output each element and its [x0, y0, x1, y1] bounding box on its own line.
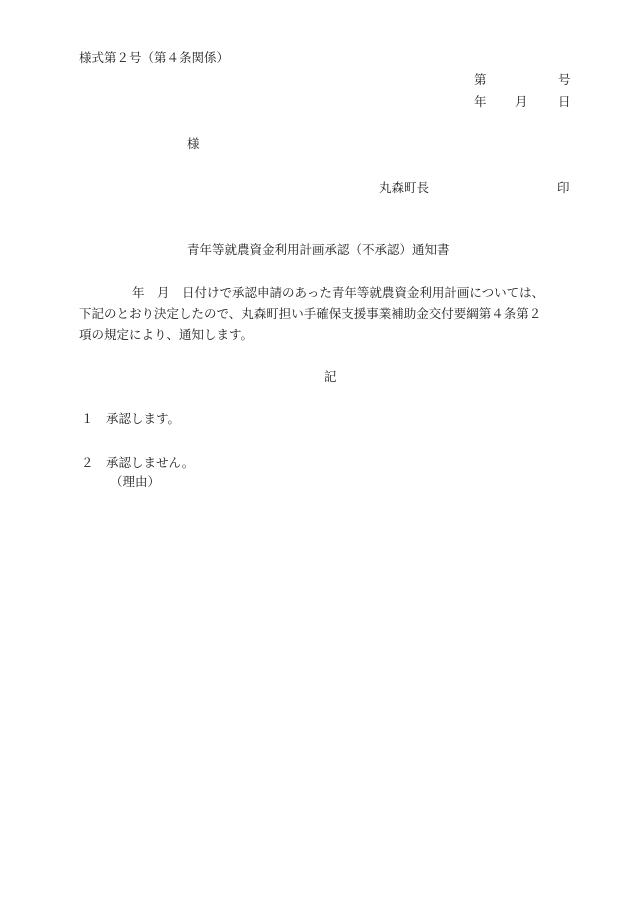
body-line-1: 年 月 日付けで承認申請のあった青年等就農資金利用計画については、 [132, 285, 545, 300]
date-month: 月 [515, 94, 528, 109]
document-number-dai: 第 [474, 72, 487, 87]
reason-label: （理由） [110, 474, 161, 489]
body-paragraph [79, 282, 584, 345]
date-day: 日 [558, 94, 571, 109]
item-2-text: 承認しません。 [106, 455, 195, 470]
addressee-sama: 様 [187, 136, 200, 151]
item-1-text: 承認します。 [106, 411, 181, 426]
body-line-2: 下記のとおり決定したので、丸森町担い手確保支援事業補助金交付要綱第４条第２ [79, 306, 542, 321]
issuer-title: 丸森町長 [379, 180, 430, 195]
item-2-number: ２ [81, 455, 94, 470]
ki-label: 記 [324, 369, 337, 384]
document-title: 青年等就農資金利用計画承認（不承認）通知書 [187, 242, 450, 257]
body-line-3: 項の規定により、通知します。 [79, 327, 254, 342]
date-year: 年 [474, 94, 487, 109]
form-label: 様式第２号（第４条関係） [79, 50, 230, 65]
item-1-number: １ [81, 411, 94, 426]
issuer-seal: 印 [557, 180, 570, 195]
document-number-go: 号 [558, 72, 571, 87]
